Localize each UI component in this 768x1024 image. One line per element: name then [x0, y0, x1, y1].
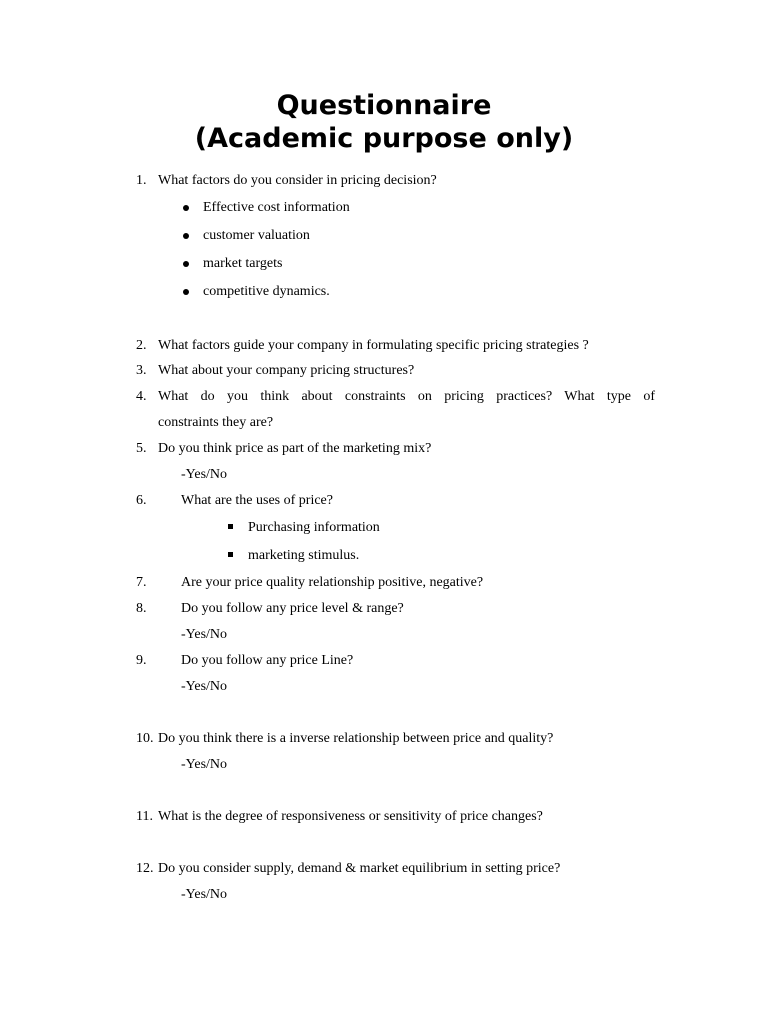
bullet-item: market targets [203, 256, 283, 271]
square-bullet-icon [228, 552, 233, 557]
question-number: 9. [136, 653, 147, 668]
bullet-item: customer valuation [203, 228, 310, 243]
question-number: 2. [136, 338, 147, 353]
bullet-icon [183, 205, 189, 211]
question-number: 10. [136, 731, 154, 746]
bullet-icon [183, 261, 189, 267]
page-title: Questionnaire [276, 90, 492, 121]
question-number: 7. [136, 575, 147, 590]
question-number: 8. [136, 601, 147, 616]
question-text: Do you think there is a inverse relationship between price and quality? [158, 731, 554, 746]
question-text: Do you follow any price level & range? [181, 601, 404, 616]
answer-option: -Yes/No [181, 627, 228, 642]
question-number: 5. [136, 441, 147, 456]
question-number: 11. [136, 809, 153, 824]
bullet-item: Effective cost information [203, 200, 350, 215]
question-text: What about your company pricing structures? [158, 363, 415, 378]
question-number: 4. [136, 389, 147, 404]
page-subtitle: (Academic purpose only) [194, 123, 574, 154]
bullet-icon [183, 233, 189, 239]
question-text: What do you think about constraints on pricing practices? What type of [158, 389, 655, 404]
question-text: What factors guide your company in formulating specific pricing strategies ? [158, 338, 589, 353]
bullet-item: marketing stimulus. [248, 548, 360, 563]
square-bullet-icon [228, 524, 233, 529]
question-text-continued: constraints they are? [158, 415, 274, 430]
question-number: 3. [136, 363, 147, 378]
question-number: 1. [136, 173, 147, 188]
answer-option: -Yes/No [181, 757, 228, 772]
bullet-icon [183, 289, 189, 295]
bullet-item: Purchasing information [248, 520, 380, 535]
question-text: Do you consider supply, demand & market equilibrium in setting price? [158, 861, 561, 876]
answer-option: -Yes/No [181, 467, 228, 482]
question-text: What factors do you consider in pricing decision? [158, 173, 437, 188]
question-text: Do you follow any price Line? [181, 653, 354, 668]
question-text: Do you think price as part of the marketing mix? [158, 441, 432, 456]
bullet-item: competitive dynamics. [203, 284, 330, 299]
answer-option: -Yes/No [181, 679, 228, 694]
question-text: What are the uses of price? [181, 493, 333, 508]
question-text: Are your price quality relationship positive, negative? [181, 575, 484, 590]
question-number: 12. [136, 861, 154, 876]
question-text: What is the degree of responsiveness or sensitivity of price changes? [158, 809, 543, 824]
answer-option: -Yes/No [181, 887, 228, 902]
question-number: 6. [136, 493, 147, 508]
